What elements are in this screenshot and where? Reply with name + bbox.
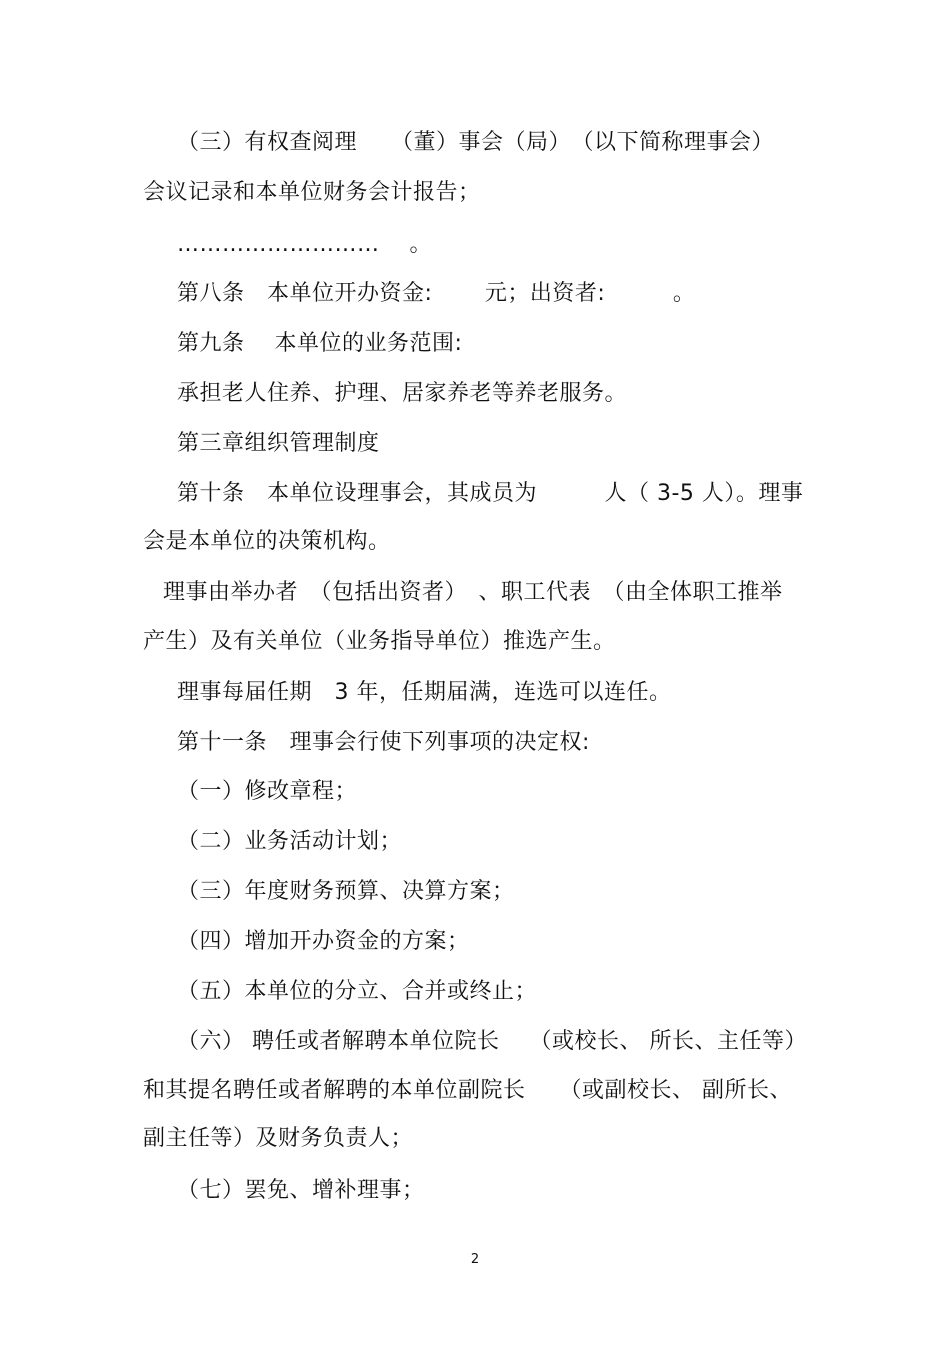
term-line: 理事每届任期 3 年，任期届满，连选可以连任。 xyxy=(177,680,672,705)
item-3: （三）年度财务预算、决算方案； xyxy=(177,879,515,904)
item-2: （二）业务活动计划； xyxy=(177,829,403,854)
directors-line-2: 产生）及有关单位（业务指导单位）推选产生。 xyxy=(143,629,616,654)
directors-line-1: 理事由举办者 （包括出资者） 、职工代表 （由全体职工推举 xyxy=(163,580,783,605)
article-10-line-2: 会是本单位的决策机构。 xyxy=(143,529,391,554)
article-9: 第九条 本单位的业务范围: xyxy=(177,331,463,356)
article-10-line-1: 第十条 本单位设理事会，其成员为 人（ 3-5 人）。理事 xyxy=(177,481,804,506)
item-7: （七）罢免、增补理事； xyxy=(177,1178,425,1203)
clause-3-line-2: 会议记录和本单位财务会计报告； xyxy=(143,180,481,205)
item-6-line-1: （六） 聘任或者解聘本单位院长 （或校长、 所长、主任等） xyxy=(177,1029,807,1054)
item-5: （五）本单位的分立、合并或终止； xyxy=(177,979,538,1004)
ellipsis-line: ……………………… 。 xyxy=(177,232,432,257)
article-11: 第十一条 理事会行使下列事项的决定权: xyxy=(177,730,590,755)
item-4: （四）增加开办资金的方案； xyxy=(177,929,470,954)
business-scope: 承担老人住养、护理、居家养老等养老服务。 xyxy=(177,381,628,406)
chapter-3-heading: 第三章组织管理制度 xyxy=(177,431,380,456)
item-6-line-2: 和其提名聘任或者解聘的本单位副院长 （或副校长、 副所长、 xyxy=(143,1078,792,1103)
page-number: 2 xyxy=(470,1252,480,1267)
item-6-line-3: 副主任等）及财务负责人； xyxy=(143,1126,414,1151)
clause-3-line-1: （三）有权查阅理 （董）事会（局） （以下简称理事会） xyxy=(177,130,775,155)
item-1: （一）修改章程； xyxy=(177,779,358,804)
article-8: 第八条 本单位开办资金: 元；出资者: 。 xyxy=(177,281,696,306)
